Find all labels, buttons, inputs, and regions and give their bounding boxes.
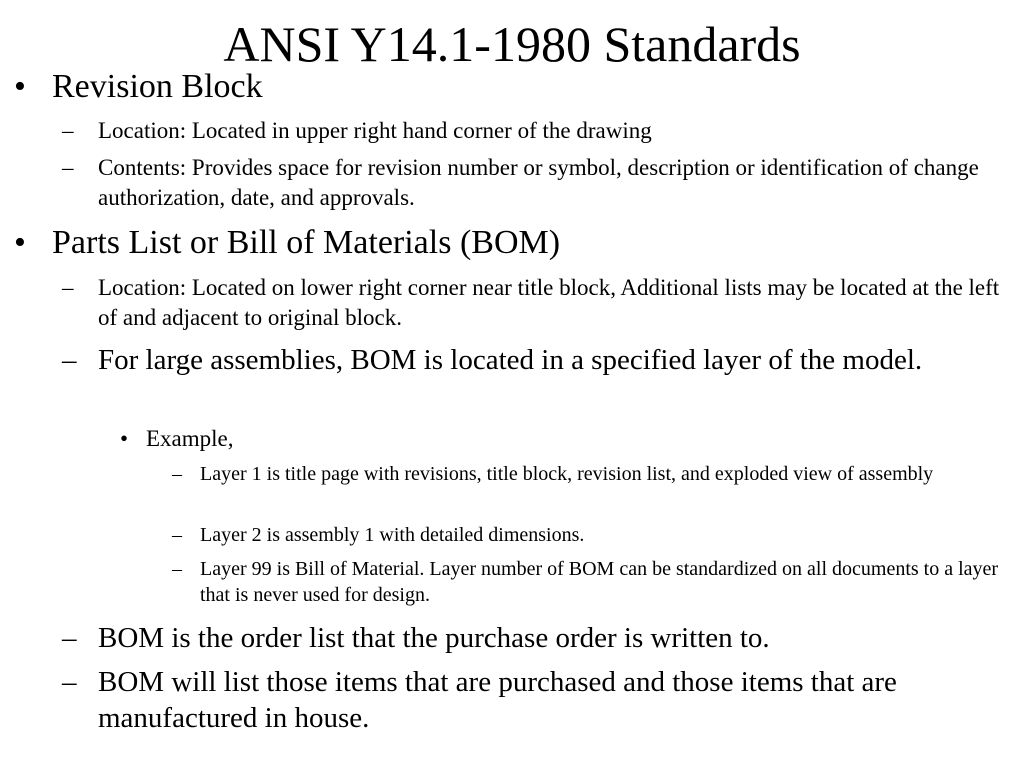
dash-marker: –: [62, 118, 74, 143]
subitem-text: BOM is the order list that the purchase order is written to.: [98, 622, 770, 654]
dash-marker: –: [62, 666, 77, 698]
bullet-marker: •: [14, 224, 26, 261]
bullet-marker: •: [14, 68, 26, 105]
subitem-text: Location: Located in upper right hand corner of the drawing: [98, 118, 652, 143]
dash-marker: –: [62, 344, 77, 376]
dash-marker: –: [172, 558, 182, 580]
dash-marker: –: [62, 275, 74, 300]
bullet-marker: •: [120, 426, 129, 451]
subitem-text: BOM will list those items that are purchased and those items that are manufactured in house.: [98, 666, 897, 734]
slide-title: ANSI Y14.1-1980 Standards: [223, 16, 801, 72]
example-text: Layer 1 is title page with revisions, title block, revision list, and exploded view of assembly: [200, 463, 934, 485]
subbullet-text: Example,: [146, 426, 234, 451]
dash-marker: –: [62, 622, 77, 654]
subitem-text: Location: Located on lower right corner near title block, Additional lists may be located at the left of and adjacent to original block.: [98, 275, 1000, 330]
bullet-text: Parts List or Bill of Materials (BOM): [52, 224, 561, 261]
dash-marker: –: [62, 155, 74, 180]
dash-marker: –: [172, 463, 182, 485]
subitem-text: For large assemblies, BOM is located in a specified layer of the model.: [98, 344, 923, 376]
example-text: Layer 2 is assembly 1 with detailed dimensions.: [200, 524, 585, 546]
bullet-text: Revision Block: [52, 68, 263, 105]
example-text: Layer 99 is Bill of Material. Layer number of BOM can be standardized on all documents to a layer that is never used for design.: [200, 558, 999, 606]
subitem-text: Contents: Provides space for revision number or symbol, description or identification of change authorization, date, and approvals.: [98, 155, 979, 210]
dash-marker: –: [172, 524, 182, 546]
